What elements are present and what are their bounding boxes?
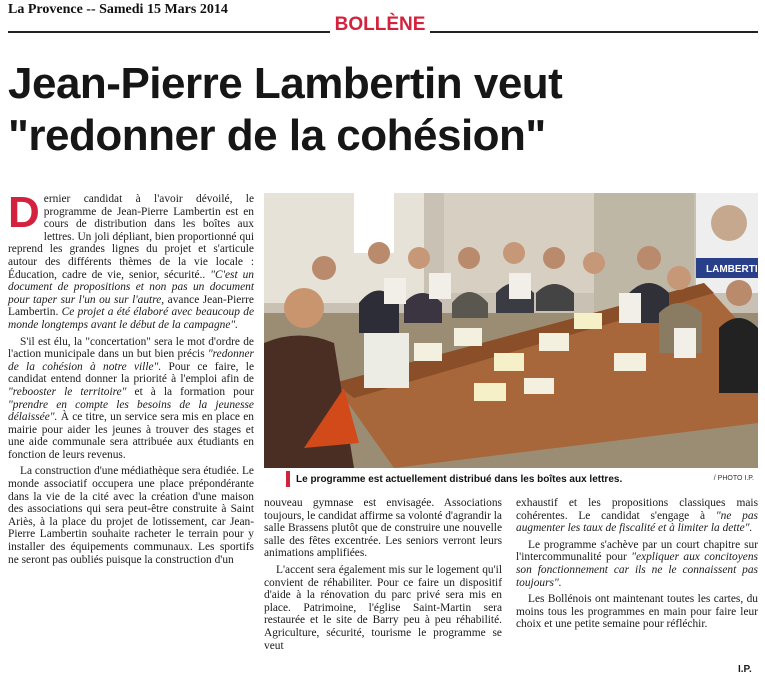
paragraph-3: La construction d'une médiathèque sera étudiée. Le monde associatif occupera une place prépondérante dans la vie de la cité avec la création d'une maison des associations qui sera peut-être construite à Saint Ariès, à la place du projet de lotissement, car Jean-Pierre Lambertin souhaite racheter le terrain pour y installer des équipements communaux. Les sportifs ne seront pas oubliés puisque la construction d'un <box>8 465 254 566</box>
paragraph-1: Dernier candidat à l'avoir dévoilé, le programme de Jean-Pierre Lambertin est en cours de distribution dans les boîtes aux lettres. Un joli dépliant, bien proportionné qui reprend les grandes lignes du projet et s'articule autour des différents thèmes de la vie locale : Éducation, cadre de vie, senior, sécurité.. "C'est un document de propositions et non pas un document pour taper sur l'un ou sur l'autre, avance Jean-Pierre Lambertin. Ce projet a été élaboré avec beaucoup de monde longtemps avant le début de la campagne". <box>8 188 254 331</box>
header-rule-right <box>430 31 758 33</box>
article-column-3 <box>516 497 758 635</box>
photo-caption <box>264 471 758 487</box>
paragraph-7: Le programme s'achève par un court chapitre sur l'intercommunalité pour "expliquer aux concitoyens son fonctionnement car ils ne le connaissent pas toujours". <box>516 538 758 589</box>
paragraph-2: S'il est élu, la "concertation" sera le mot d'ordre de l'action municipale dans un but bien précis "redonner de la cohésion à notre ville". Pour ce faire, le candidat entend donner la priorité à l'emploi afin de "rebooster le territoire" et à la formation pour "prendre en compte les besoins de la jeunesse délaissée". À ce titre, un service sera mis en place en mairie pour aider les jeunes à trouver des stages et une aide communale sera attribuée aux étudiants en fonction de leurs revenus. <box>8 335 255 461</box>
caption-text: Le programme est actuellement distribué dans les boîtes aux lettres. <box>296 474 623 485</box>
headline-line-2: "redonner de la cohésion" <box>8 111 546 160</box>
drop-cap: D <box>8 188 40 237</box>
section-label: BOLLÈNE <box>334 14 426 35</box>
headline <box>8 58 758 162</box>
meeting-photo-illustration <box>264 193 765 468</box>
article-column-1 <box>8 188 255 570</box>
article-photo <box>264 193 765 468</box>
paragraph-5: L'accent sera également mis sur le logement qu'il convient de réhabiliter. Pour ce faire un dispositif d'aide à la rénovation du parc privé sera mis en place. Patrimoine, l'église Saint-Martin sera restaurée et le site de Barry peu à peu réhabilité. Agriculture, sécurité, tourisme le programme se veut <box>264 563 502 652</box>
headline-line-1: Jean-Pierre Lambertin veut <box>8 59 563 108</box>
author-signature: I.P. <box>738 664 752 675</box>
article-column-2 <box>264 497 502 656</box>
paragraph-8: Les Bollénois ont maintenant toutes les cartes, du moins tous les programmes en main pour faire leur choix et une petite semaine pour réfléchir. <box>516 593 758 631</box>
poster-name: LAMBERTIN <box>706 264 765 275</box>
paragraph-4: nouveau gymnase est envisagée. Associations toujours, le candidat affirme sa volonté d'agrandir la salle Brassens plutôt que de construire une nouvelle salle des fêtes excentrée. Les seniors verront leurs animations amplifiées. <box>264 497 502 560</box>
paragraph-6: exhaustif et les propositions classiques mais cohérentes. Le candidat s'engage à "ne pas augmenter les taux de fiscalité et à limiter la dette". <box>516 497 758 535</box>
caption-accent-bar <box>286 471 290 487</box>
header-rule-left <box>8 31 330 33</box>
masthead: La Provence -- Samedi 15 Mars 2014 <box>8 2 228 17</box>
photo-credit: / PHOTO I.P. <box>713 475 754 482</box>
